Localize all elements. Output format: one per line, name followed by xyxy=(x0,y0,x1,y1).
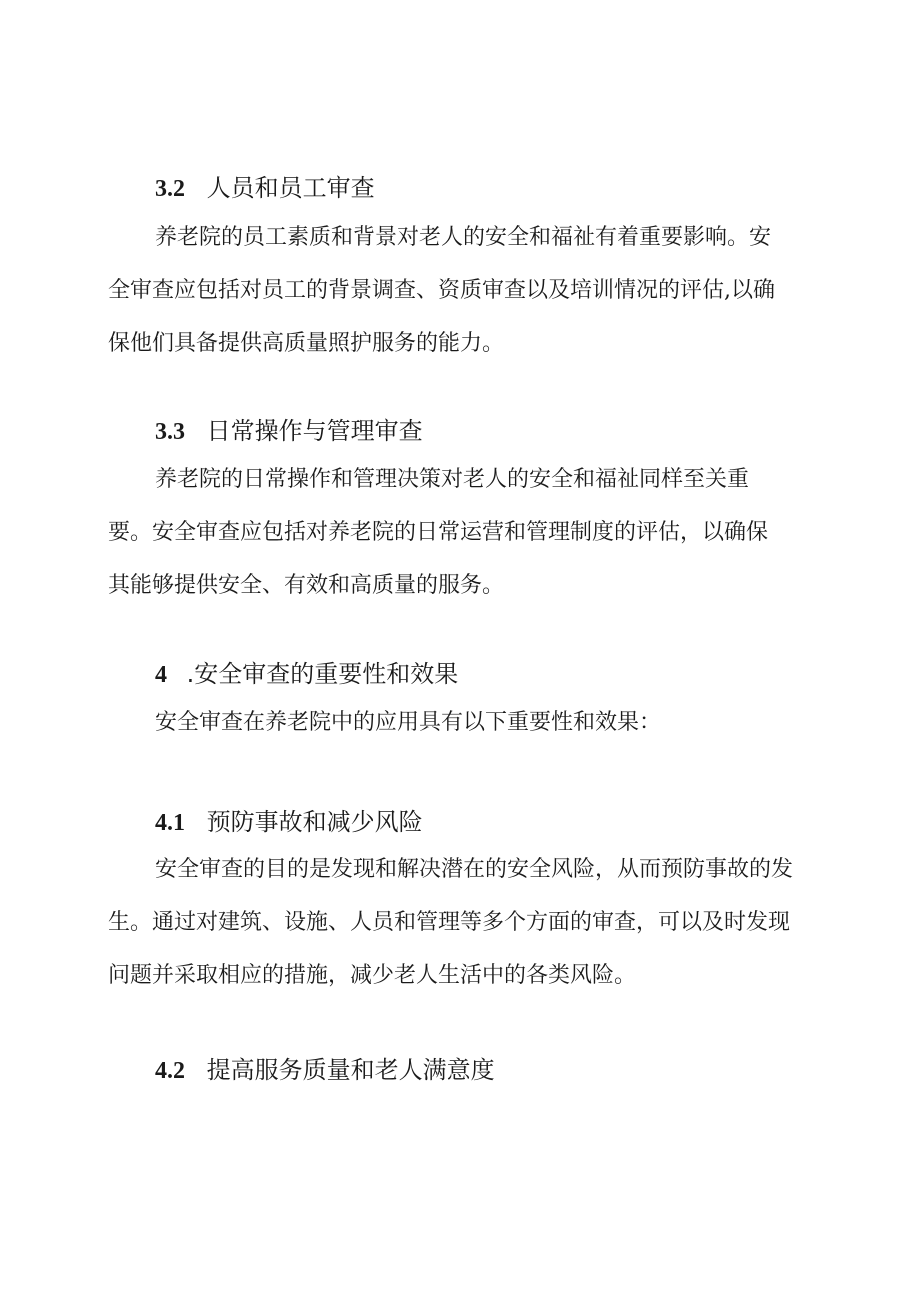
section-number: 3.2 xyxy=(155,176,185,202)
paragraph-line: 安全审查的目的是发现和解决潜在的安全风险，从而预防事故的发 xyxy=(155,857,794,882)
section-heading-4 xyxy=(155,658,458,691)
paragraph-line: 安全审查在养老院中的应用具有以下重要性和效果： xyxy=(155,710,662,735)
section-title: 人员和员工审查 xyxy=(206,174,375,202)
paragraph-line: 问题并采取相应的措施，减少老人生活中的各类风险。 xyxy=(108,963,637,988)
section-number: 4.1 xyxy=(155,810,185,836)
paragraph-line: 养老院的日常操作和管理决策对老人的安全和福祉同样至关重 xyxy=(155,467,750,492)
paragraph-line: 保他们具备提供高质量照护服务的能力。 xyxy=(108,331,505,356)
paragraph-line: 要。安全审查应包括对养老院的日常运营和管理制度的评估，以确保 xyxy=(108,520,769,545)
section-paragraph-4 xyxy=(108,696,824,749)
section-title: 日常操作与管理审查 xyxy=(206,417,423,445)
section-heading-4-1 xyxy=(155,806,423,839)
paragraph-line: 其能够提供安全、有效和高质量的服务。 xyxy=(108,573,505,598)
section-heading-3-3 xyxy=(155,415,423,448)
section-heading-4-2 xyxy=(155,1054,495,1087)
section-paragraph-4-1 xyxy=(108,843,824,1002)
section-title: 预防事故和减少风险 xyxy=(206,808,423,836)
section-number: 3.3 xyxy=(155,419,185,445)
paragraph-line: 生。通过对建筑、设施、人员和管理等多个方面的审查，可以及时发现 xyxy=(108,910,791,935)
section-heading-3-2 xyxy=(155,172,375,205)
section-title: .安全审查的重要性和效果 xyxy=(186,660,459,688)
section-number: 4 xyxy=(155,662,167,688)
section-number: 4.2 xyxy=(155,1058,185,1084)
paragraph-line: 全审查应包括对员工的背景调查、资质审查以及培训情况的评估,以确 xyxy=(108,278,775,303)
section-paragraph-3-2 xyxy=(108,211,824,370)
paragraph-line: 养老院的员工素质和背景对老人的安全和福祉有着重要影响。安 xyxy=(155,225,772,250)
section-paragraph-3-3 xyxy=(108,453,824,612)
section-title: 提高服务质量和老人满意度 xyxy=(206,1056,495,1084)
